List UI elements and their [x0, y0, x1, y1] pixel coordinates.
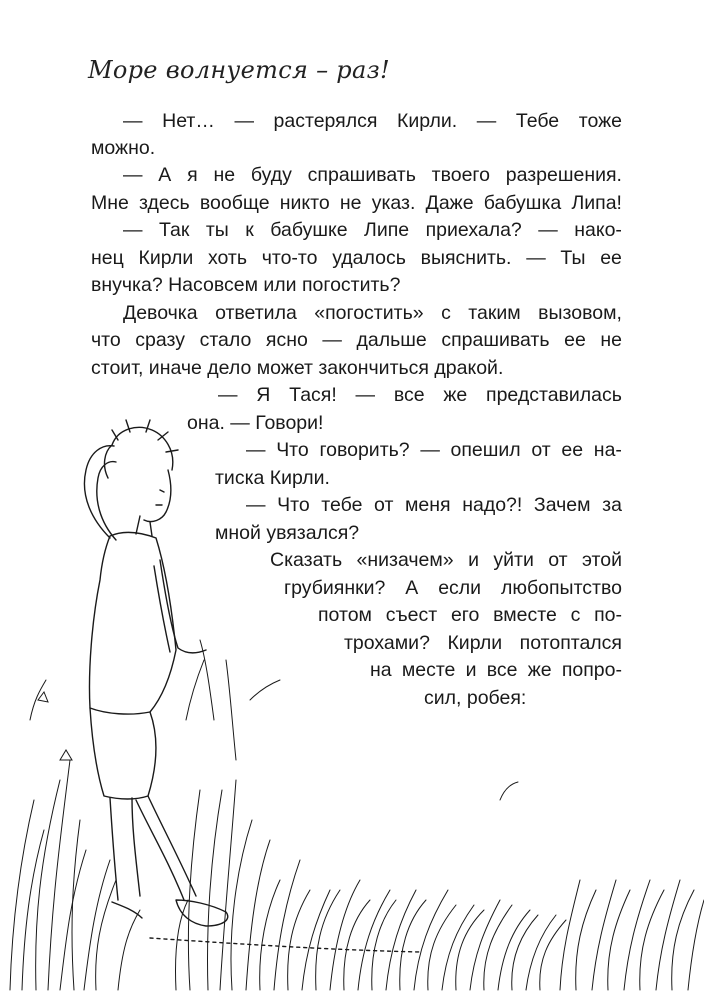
text-line: нец Кирли хоть что-то удалось выяснить. — Ты ее — [91, 247, 622, 269]
tall-grass — [10, 640, 704, 990]
text-line: Сказать «низачем» и уйти от этой — [270, 549, 622, 571]
text-line: она. — Говори! — [187, 412, 324, 434]
text-line: Мне здесь вообще никто не указ. Даже бабушка Липа! — [91, 192, 622, 214]
text-line: тиска Кирли. — [215, 467, 330, 489]
text-line: внучка? Насовсем или погостить? — [91, 274, 401, 296]
text-line: грубиянки? А если любопытство — [284, 577, 622, 599]
boy-hair — [105, 420, 178, 478]
text-line: трохами? Кирли потоптался — [344, 632, 622, 654]
text-line: — А я не буду спрашивать твоего разрешения. — [123, 164, 622, 186]
boy-legs — [110, 796, 196, 900]
text-line: — Что говорить? — опешил от ее на- — [246, 439, 622, 461]
text-line: — Я Тася! — все же представилась — [218, 384, 622, 406]
text-line: на месте и все же попро- — [370, 659, 622, 681]
text-line: стоит, иначе дело может закончиться дракой. — [91, 357, 504, 379]
text-line: сил, робея: — [424, 687, 527, 709]
running-header: Море волнуется – раз! — [88, 56, 390, 84]
text-line: что сразу стало ясно — дальше спрашивать ее не — [91, 329, 622, 351]
text-line: можно. — [91, 137, 156, 159]
boy-shorts — [90, 708, 156, 799]
text-line: — Нет… — растерялся Кирли. — Тебе тоже — [123, 110, 622, 132]
boy-shirt — [89, 532, 176, 714]
text-line: потом съест его вместе с по- — [318, 604, 622, 626]
text-line: Девочка ответила «погостить» с таким вызовом, — [123, 302, 622, 324]
boy-raised-arm — [84, 446, 116, 540]
ground-line — [150, 938, 420, 952]
text-line: — Что тебе от меня надо?! Зачем за — [246, 494, 622, 516]
text-line: — Так ты к бабушке Липе приехала? — нако- — [123, 219, 622, 241]
boy-face — [144, 470, 171, 522]
boy-shoes — [112, 900, 228, 926]
boy-lower-arm — [154, 560, 206, 653]
text-line: мной увязался? — [215, 522, 360, 544]
